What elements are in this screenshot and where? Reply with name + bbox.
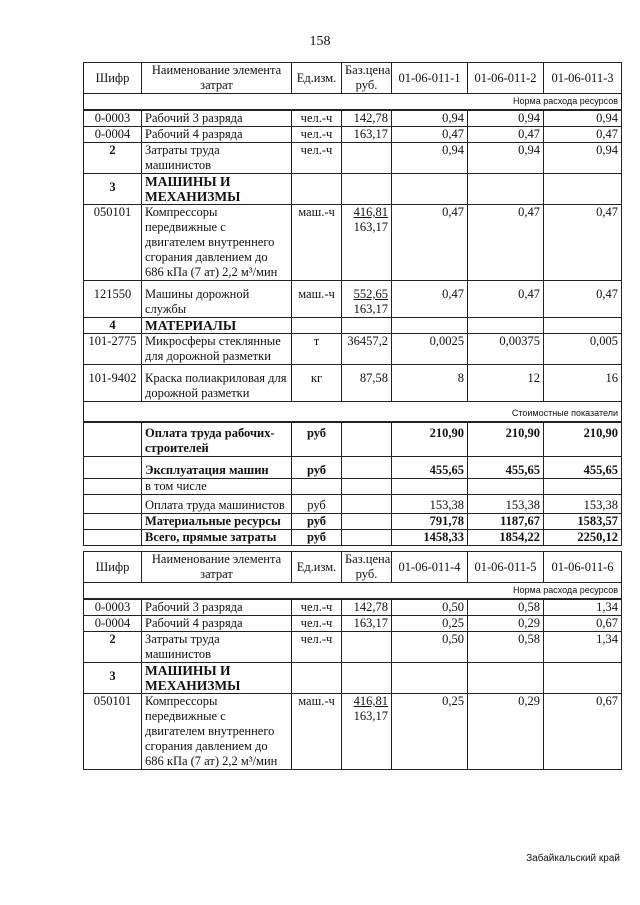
row-value: 0,50: [392, 632, 468, 663]
col-code: Шифр: [84, 552, 142, 583]
row-unit: чел.-ч: [292, 599, 342, 616]
row-price: 142,78: [342, 110, 392, 127]
row-price: 87,58: [342, 365, 392, 402]
cost-value: 153,38: [468, 495, 544, 514]
table-row: [84, 127, 622, 143]
row-price: 142,78: [342, 599, 392, 616]
row-value: 0,94: [544, 143, 622, 174]
region-footer: Забайкальский край: [526, 853, 620, 864]
row-value: 0,67: [544, 694, 622, 770]
cost-value: 1187,67: [468, 514, 544, 530]
table-row: [84, 174, 622, 205]
row-code: 0-0003: [84, 599, 142, 616]
col-price: Баз.цена руб.: [342, 63, 392, 94]
row-unit: чел.-ч: [292, 632, 342, 663]
row-code: 121550: [84, 281, 142, 318]
section-norm: Норма расхода ресурсов: [84, 94, 622, 111]
row-value: 0,25: [392, 694, 468, 770]
row-value: 0,00375: [468, 334, 544, 365]
row-price: [342, 281, 392, 318]
col-norm: 01-06-011-6: [544, 552, 622, 583]
col-name: Наименование элемента затрат: [142, 63, 292, 94]
cost-value: 210,90: [544, 422, 622, 457]
price-secondary: 163,17: [353, 220, 388, 234]
cost-value: 153,38: [392, 495, 468, 514]
row-code: 0-0004: [84, 127, 142, 143]
price-secondary: 163,17: [353, 302, 388, 316]
row-code: 2: [84, 143, 142, 174]
cost-unit: руб: [292, 457, 342, 479]
table-row: [84, 599, 622, 616]
row-price: 163,17: [342, 127, 392, 143]
row-code: 0-0003: [84, 110, 142, 127]
table-row: [84, 205, 622, 281]
table-row: [84, 110, 622, 127]
estimate-table-1: [83, 62, 622, 546]
row-value: 0,94: [468, 110, 544, 127]
row-code: 2: [84, 632, 142, 663]
row-value: 1,34: [544, 599, 622, 616]
price-underlined: 552,65: [353, 287, 388, 301]
row-code: 0-0004: [84, 616, 142, 632]
row-unit: маш.-ч: [292, 205, 342, 281]
row-value: 0,58: [468, 599, 544, 616]
row-section-title: МАТЕРИАЛЫ: [142, 318, 292, 334]
table-row: [84, 334, 622, 365]
cost-value: 1583,57: [544, 514, 622, 530]
section-cost: Стоимостные показатели: [84, 402, 622, 423]
row-name: Краска полиакриловая для дорожной разметки: [142, 365, 292, 402]
row-value: 0,47: [468, 281, 544, 318]
row-value: 0,47: [392, 281, 468, 318]
row-price: [342, 205, 392, 281]
price-underlined: 416,81: [353, 694, 388, 708]
table-row: [84, 365, 622, 402]
row-value: 0,94: [392, 143, 468, 174]
row-unit: чел.-ч: [292, 110, 342, 127]
row-price: [342, 143, 392, 174]
row-section-title: МАШИНЫ И МЕХАНИЗМЫ: [142, 663, 292, 694]
table-row: [84, 616, 622, 632]
col-unit: Ед.изм.: [292, 63, 342, 94]
row-price: [342, 694, 392, 770]
row-name: Рабочий 3 разряда: [142, 110, 292, 127]
row-unit: кг: [292, 365, 342, 402]
row-value: 0,29: [468, 616, 544, 632]
cost-unit: руб: [292, 495, 342, 514]
cost-unit: руб: [292, 530, 342, 546]
col-norm: 01-06-011-5: [468, 552, 544, 583]
row-code: 101-9402: [84, 365, 142, 402]
row-unit: маш.-ч: [292, 281, 342, 318]
cost-value: 791,78: [392, 514, 468, 530]
row-unit: чел.-ч: [292, 616, 342, 632]
cost-name: Оплата труда рабочих-строителей: [142, 422, 292, 457]
row-name: Рабочий 4 разряда: [142, 616, 292, 632]
row-code: 101-2775: [84, 334, 142, 365]
col-norm: 01-06-011-4: [392, 552, 468, 583]
row-section-title: МАШИНЫ И МЕХАНИЗМЫ: [142, 174, 292, 205]
table-row: [84, 694, 622, 770]
cost-row: [84, 422, 622, 457]
cost-unit: руб: [292, 422, 342, 457]
cost-value: 1458,33: [392, 530, 468, 546]
cost-name: Материальные ресурсы: [142, 514, 292, 530]
col-norm: 01-06-011-3: [544, 63, 622, 94]
row-code: 3: [84, 663, 142, 694]
cost-row: [84, 530, 622, 546]
row-name: Микросферы стеклянные для дорожной разметки: [142, 334, 292, 365]
row-name: Затраты труда машинистов: [142, 632, 292, 663]
row-value: 0,47: [468, 205, 544, 281]
table-header: [84, 63, 622, 94]
row-unit: т: [292, 334, 342, 365]
row-value: 0,67: [544, 616, 622, 632]
row-value: 0,25: [392, 616, 468, 632]
cost-value: 1854,22: [468, 530, 544, 546]
row-value: 0,47: [392, 127, 468, 143]
row-value: 8: [392, 365, 468, 402]
cost-value: 153,38: [544, 495, 622, 514]
cost-name: Всего, прямые затраты: [142, 530, 292, 546]
cost-value: 455,65: [544, 457, 622, 479]
cost-name: Оплата труда машинистов: [142, 495, 292, 514]
row-name: Рабочий 4 разряда: [142, 127, 292, 143]
row-code: 050101: [84, 205, 142, 281]
cost-unit: руб: [292, 514, 342, 530]
col-name: Наименование элемента затрат: [142, 552, 292, 583]
row-name: Машины дорожной службы: [142, 281, 292, 318]
cost-row: [84, 514, 622, 530]
row-value: 0,0025: [392, 334, 468, 365]
row-value: 16: [544, 365, 622, 402]
row-value: 0,47: [544, 127, 622, 143]
table-row: [84, 632, 622, 663]
cost-row: [84, 457, 622, 479]
row-value: 0,47: [544, 281, 622, 318]
cost-value: 455,65: [468, 457, 544, 479]
cost-row: [84, 479, 622, 495]
cost-value: 2250,12: [544, 530, 622, 546]
row-name: Компрессоры передвижные с двигателем внутреннего сгорания давлением до 686 кПа (7 ат) 2,2 м³/мин: [142, 205, 292, 281]
col-unit: Ед.изм.: [292, 552, 342, 583]
row-value: 0,94: [544, 110, 622, 127]
col-code: Шифр: [84, 63, 142, 94]
col-norm: 01-06-011-2: [468, 63, 544, 94]
row-value: 0,47: [544, 205, 622, 281]
row-name: Рабочий 3 разряда: [142, 599, 292, 616]
row-unit: маш.-ч: [292, 694, 342, 770]
row-unit: чел.-ч: [292, 143, 342, 174]
cost-value: 210,90: [392, 422, 468, 457]
page-number: 158: [309, 34, 331, 49]
table-header: [84, 552, 622, 583]
row-name: Компрессоры передвижные с двигателем внутреннего сгорания давлением до 686 кПа (7 ат) 2,2 м³/мин: [142, 694, 292, 770]
price-secondary: 163,17: [353, 709, 388, 723]
row-code: 3: [84, 174, 142, 205]
row-value: 0,94: [392, 110, 468, 127]
row-value: 0,005: [544, 334, 622, 365]
cost-name: Эксплуатация машин: [142, 457, 292, 479]
table-row: [84, 281, 622, 318]
row-name: Затраты труда машинистов: [142, 143, 292, 174]
row-unit: чел.-ч: [292, 127, 342, 143]
row-value: 12: [468, 365, 544, 402]
cost-name: в том числе: [142, 479, 292, 495]
section-norm: Норма расхода ресурсов: [84, 583, 622, 600]
cost-row: [84, 495, 622, 514]
estimate-table-2: [83, 551, 622, 770]
col-price: Баз.цена руб.: [342, 552, 392, 583]
row-code: 4: [84, 318, 142, 334]
row-value: 0,47: [468, 127, 544, 143]
row-value: 0,94: [468, 143, 544, 174]
price-underlined: 416,81: [353, 205, 388, 219]
table-row: [84, 318, 622, 334]
row-value: 0,47: [392, 205, 468, 281]
row-code: 050101: [84, 694, 142, 770]
row-price: 163,17: [342, 616, 392, 632]
row-value: 0,58: [468, 632, 544, 663]
table-row: [84, 143, 622, 174]
row-price: [342, 632, 392, 663]
row-value: 1,34: [544, 632, 622, 663]
row-price: 36457,2: [342, 334, 392, 365]
col-norm: 01-06-011-1: [392, 63, 468, 94]
cost-value: 455,65: [392, 457, 468, 479]
table-row: [84, 663, 622, 694]
row-value: 0,29: [468, 694, 544, 770]
row-value: 0,50: [392, 599, 468, 616]
cost-value: 210,90: [468, 422, 544, 457]
